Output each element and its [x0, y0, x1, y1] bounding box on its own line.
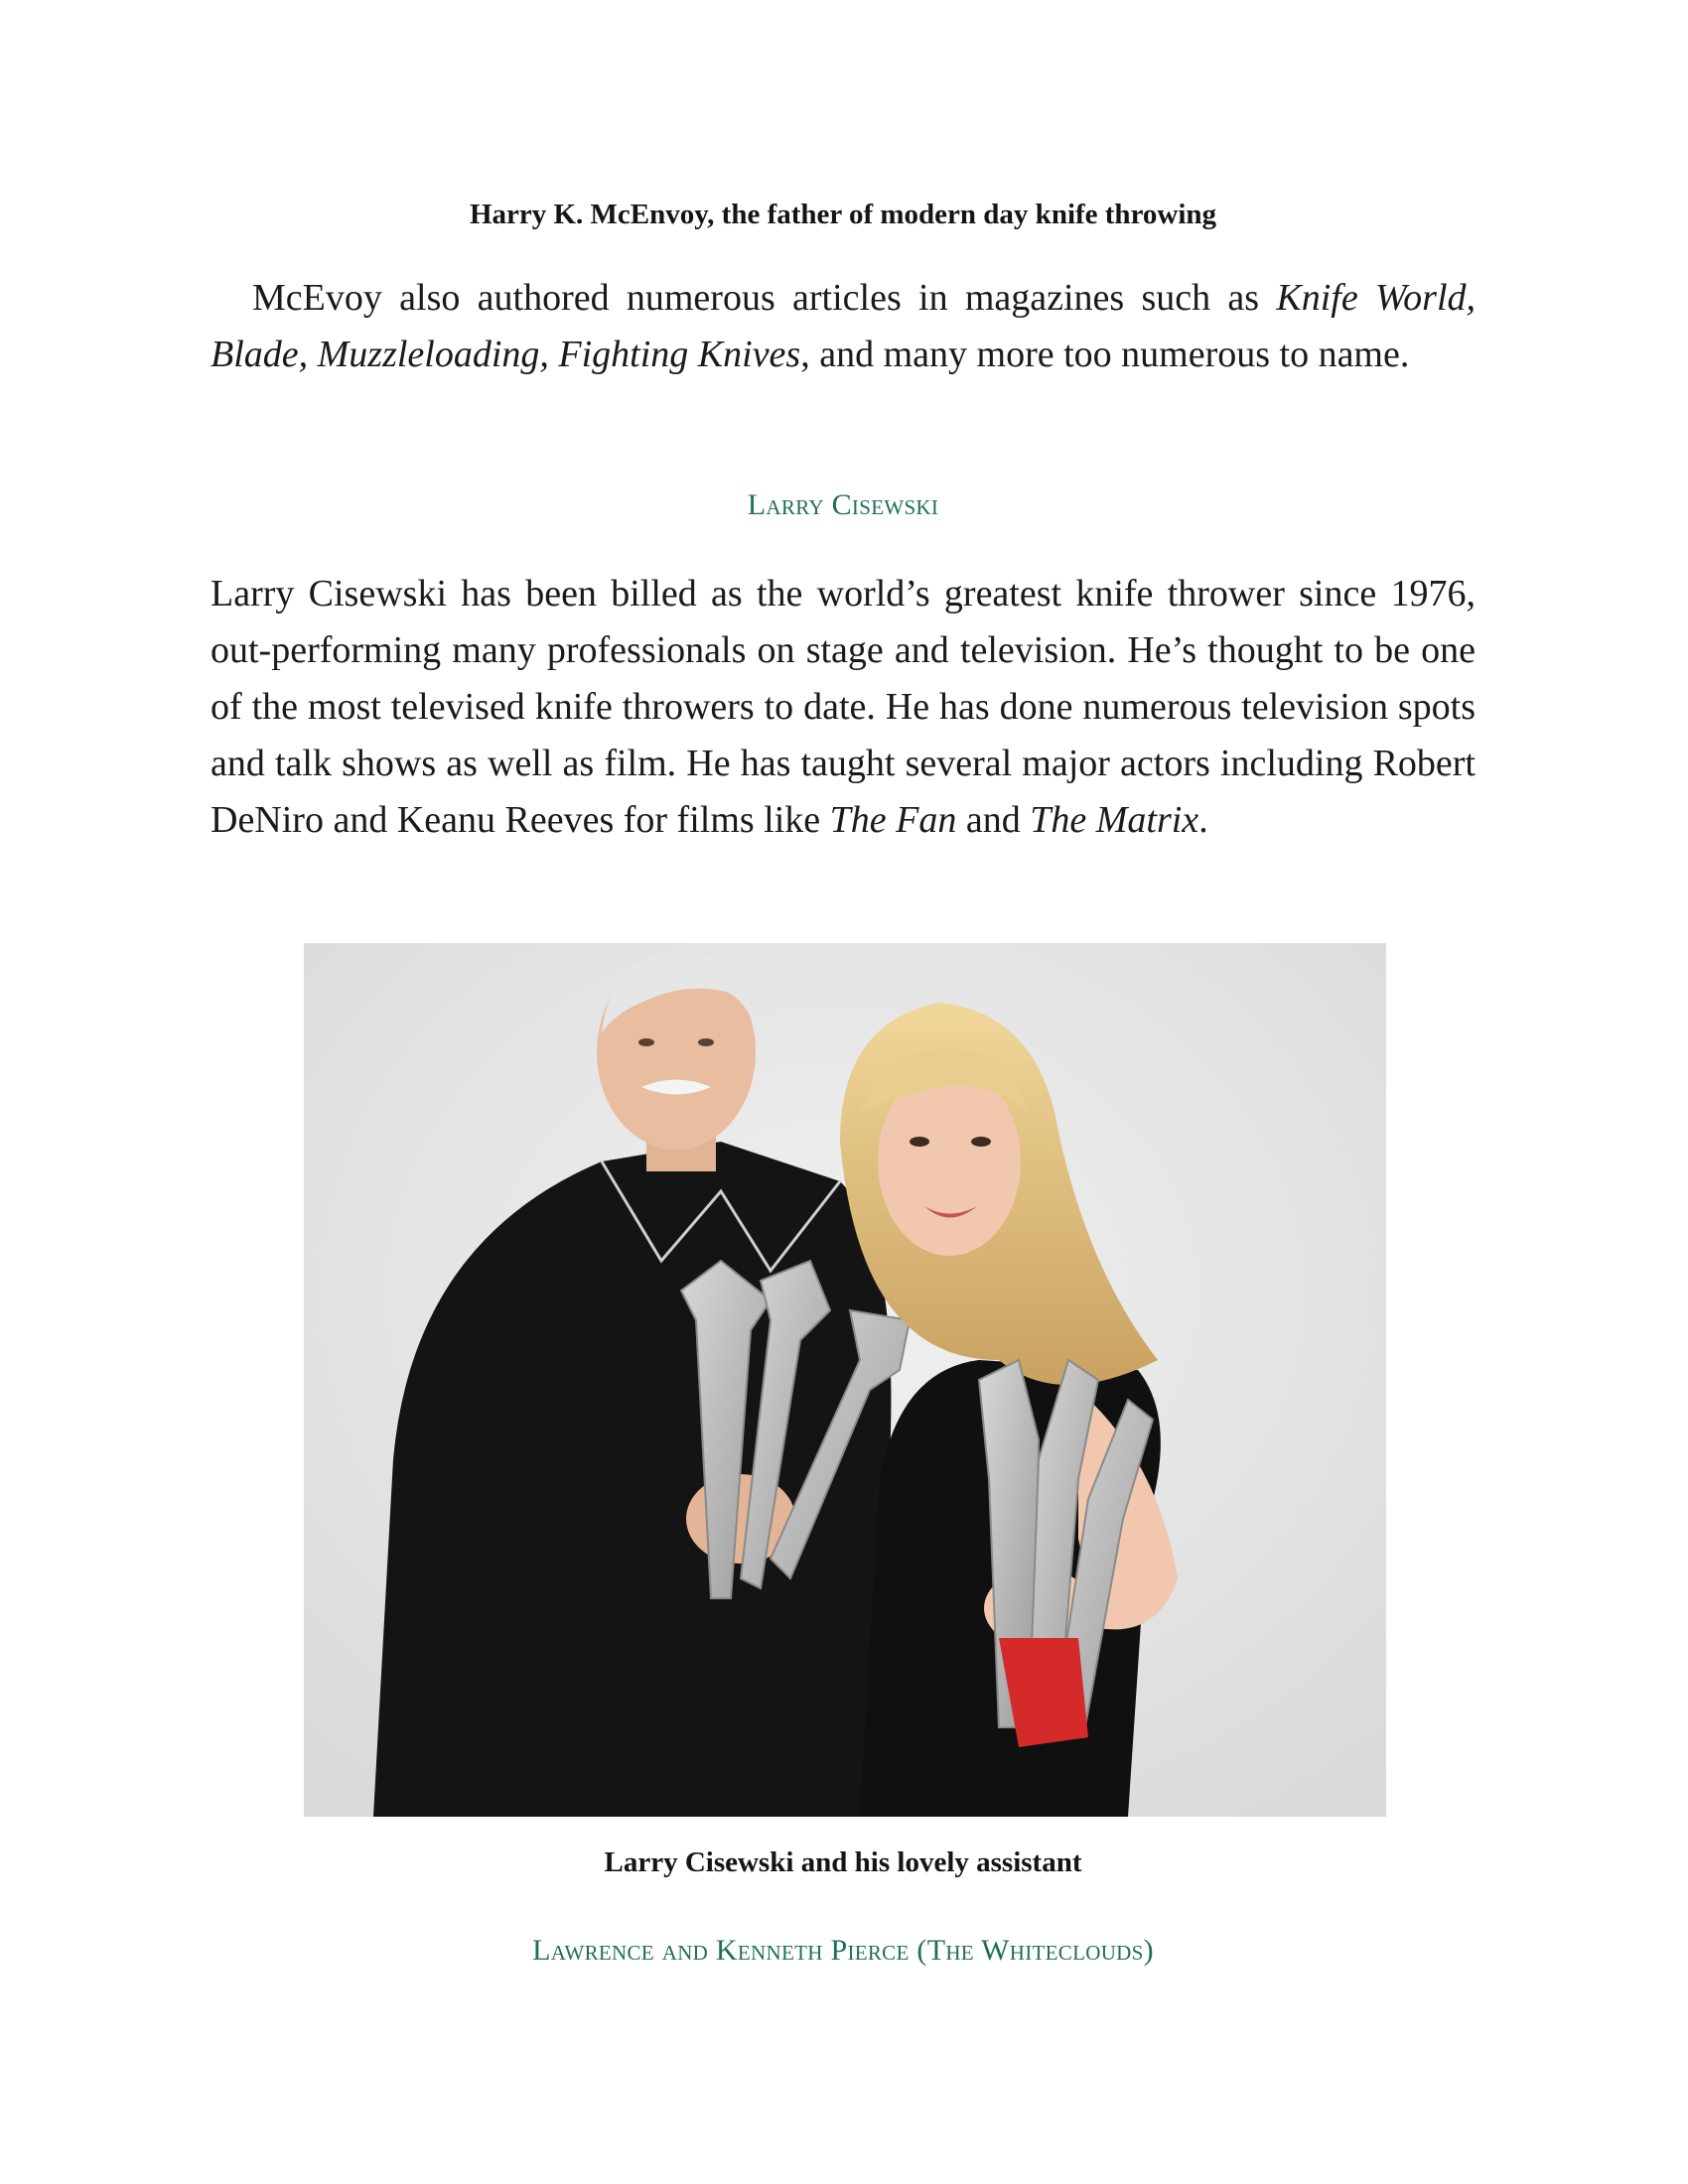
paragraph1-text-2: , and many more too numerous to name. [800, 334, 1410, 375]
top-photo-caption: Harry K. McEnvoy, the father of modern day knife throwing [469, 199, 1217, 230]
paragraph2-text-3: . [1198, 799, 1208, 841]
paragraph2-film-the-matrix: The Matrix [1030, 799, 1199, 841]
paragraph-larry-cisewski [211, 566, 1476, 849]
photo-caption: Larry Cisewski and his lovely assistant [604, 1846, 1082, 1878]
paragraph2-text-1: Larry Cisewski has been billed as the world’s greatest knife thrower since 1976, out-performing many professionals on stage and television. He’s thought to be one of the most televised knife throwers to date. He has done numerous television spots and talk shows as well as film. He has taught several major actors including Robert DeNiro and Keanu Reeves for films like [211, 573, 1476, 841]
document-page [211, 0, 1476, 2184]
section-heading-larry-cisewski: Larry Cisewski [747, 488, 939, 521]
paragraph2-film-the-fan: The Fan [829, 799, 957, 841]
section-heading-pierce-brothers: Lawrence and Kenneth Pierce (The Whiteclouds) [532, 1934, 1154, 1967]
paragraph2-text-2: and [956, 799, 1031, 841]
paragraph-mcevoy-articles [211, 270, 1476, 383]
paragraph1-magazines-italic: Knife World, Blade, Muzzleloading, Fighting Knives [211, 277, 1476, 375]
photo-larry-and-assistant [304, 943, 1386, 1817]
paragraph1-text-1: McEvoy also authored numerous articles in magazines such as [252, 277, 1277, 319]
